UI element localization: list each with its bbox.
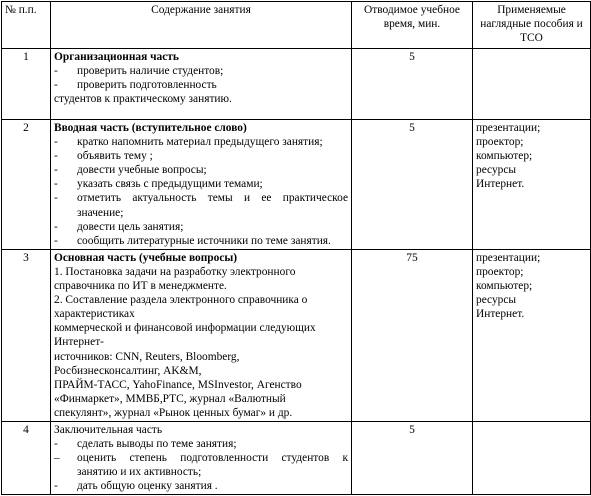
list-item-text: кратко напомнить материал предыдущего занятия; <box>77 136 323 149</box>
list-item-text: оценить степень подготовленности студентов к занятию и их активность; <box>77 452 348 479</box>
aid-item: ресурсы <box>476 164 517 177</box>
list-item <box>54 234 348 248</box>
list-item <box>54 437 348 451</box>
section-title: Заключительная часть <box>54 423 163 436</box>
row-content <box>51 421 352 494</box>
content-line: «Финмаркет», ММВБ,РТС, журнал «Валютный <box>54 392 286 405</box>
row-number: 3 <box>2 249 51 421</box>
continuation-text: студентов к практическому занятию. <box>54 93 232 106</box>
content-line: Росбизнесконсалтинг, AK&M, <box>54 364 202 377</box>
content-line: 1. Постановка задачи на разработку электронного <box>54 265 296 278</box>
row-number: 2 <box>2 120 51 250</box>
bullet-marker: - <box>54 150 58 163</box>
aid-item: ресурсы <box>476 294 517 307</box>
header-aids: Применяемые наглядные пособия и ТСО <box>473 2 591 49</box>
header-row <box>2 2 591 49</box>
row-time: 5 <box>352 49 473 120</box>
content-line: спекулянт», журнал «Рынок ценных бумаг» и др. <box>54 406 293 419</box>
bullet-marker: – <box>54 452 60 465</box>
list-item-text: довести цель занятия; <box>77 220 184 233</box>
list-item-text: сообщить литературные источники по теме занятия. <box>77 234 331 247</box>
list-item-text: дать общую оценку занятия . <box>77 480 218 493</box>
header-content: Содержание занятия <box>51 2 352 49</box>
list-item <box>54 451 348 479</box>
bullet-marker: - <box>54 178 58 191</box>
table-row <box>2 421 591 494</box>
bullet-marker: - <box>54 65 58 78</box>
row-number: 1 <box>2 49 51 120</box>
list-item <box>54 479 348 493</box>
row-content <box>51 120 352 250</box>
row-content <box>51 49 352 120</box>
content-line: 2. Составление раздела электронного справочника о <box>54 294 308 307</box>
section-title: Вводная часть (вступительное слово) <box>54 122 247 134</box>
bullet-marker: - <box>54 164 58 177</box>
aid-item: презентации; <box>476 251 541 264</box>
list-item-text: довести учебные вопросы; <box>77 164 207 177</box>
list-item-text: отметить актуальность темы и ее практическое значение; <box>77 192 348 219</box>
aid-item: Интернет. <box>476 178 525 191</box>
list-item <box>54 135 348 149</box>
list-item <box>54 163 348 177</box>
aid-item: проектор; <box>476 136 524 149</box>
aid-item: проектор; <box>476 265 524 278</box>
list-item <box>54 64 348 78</box>
content-line: Интернет- <box>54 336 104 349</box>
row-content <box>51 249 352 421</box>
row-time: 5 <box>352 421 473 494</box>
list-item <box>54 191 348 219</box>
table-row <box>2 49 591 120</box>
header-time: Отводимое учебное время, мин. <box>352 2 473 49</box>
list-item <box>54 78 348 92</box>
list-item <box>54 149 348 163</box>
bullet-marker: - <box>54 220 58 233</box>
content-line: источников: CNN, Reuters, Bloomberg, <box>54 350 240 363</box>
list-item-text: указать связь с предыдущими темами; <box>77 178 263 191</box>
bullet-marker: - <box>54 136 58 149</box>
content-line: справочника по ИТ в менеджменте. <box>54 280 227 293</box>
bullet-marker: - <box>54 234 58 247</box>
list-item-text: сделать выводы по теме занятия; <box>77 438 237 451</box>
row-aids <box>473 49 591 120</box>
list-item-text: проверить подготовленность <box>77 79 217 92</box>
list-item <box>54 220 348 234</box>
row-aids <box>473 421 591 494</box>
row-time: 75 <box>352 249 473 421</box>
row-number: 4 <box>2 421 51 494</box>
list-item-text: объявить тему ; <box>77 150 153 163</box>
header-number: № п.п. <box>2 2 51 49</box>
table-row <box>2 249 591 421</box>
aid-item: компьютер; <box>476 280 533 293</box>
lesson-plan-table <box>1 1 591 495</box>
bullet-marker: - <box>54 480 58 493</box>
row-aids <box>473 120 591 250</box>
bullet-marker: - <box>54 79 58 92</box>
content-line: ПРАЙМ-ТАСС, YahoFinance, MSInvestor, Агенство <box>54 378 302 391</box>
aid-item: компьютер; <box>476 150 533 163</box>
section-title: Основная часть (учебные вопросы) <box>54 251 238 264</box>
section-title: Организационная часть <box>54 51 179 63</box>
content-line: характеристиках <box>54 308 135 321</box>
aid-item: презентации; <box>476 122 541 134</box>
aid-item: Интернет. <box>476 308 525 321</box>
list-item <box>54 177 348 191</box>
list-item-text: проверить наличие студентов; <box>77 65 224 78</box>
row-time: 5 <box>352 120 473 250</box>
table-row <box>2 120 591 250</box>
content-line: коммерческой и финансовой информации следующих <box>54 322 316 335</box>
bullet-marker: - <box>54 192 58 205</box>
row-aids <box>473 249 591 421</box>
bullet-marker: - <box>54 438 58 451</box>
